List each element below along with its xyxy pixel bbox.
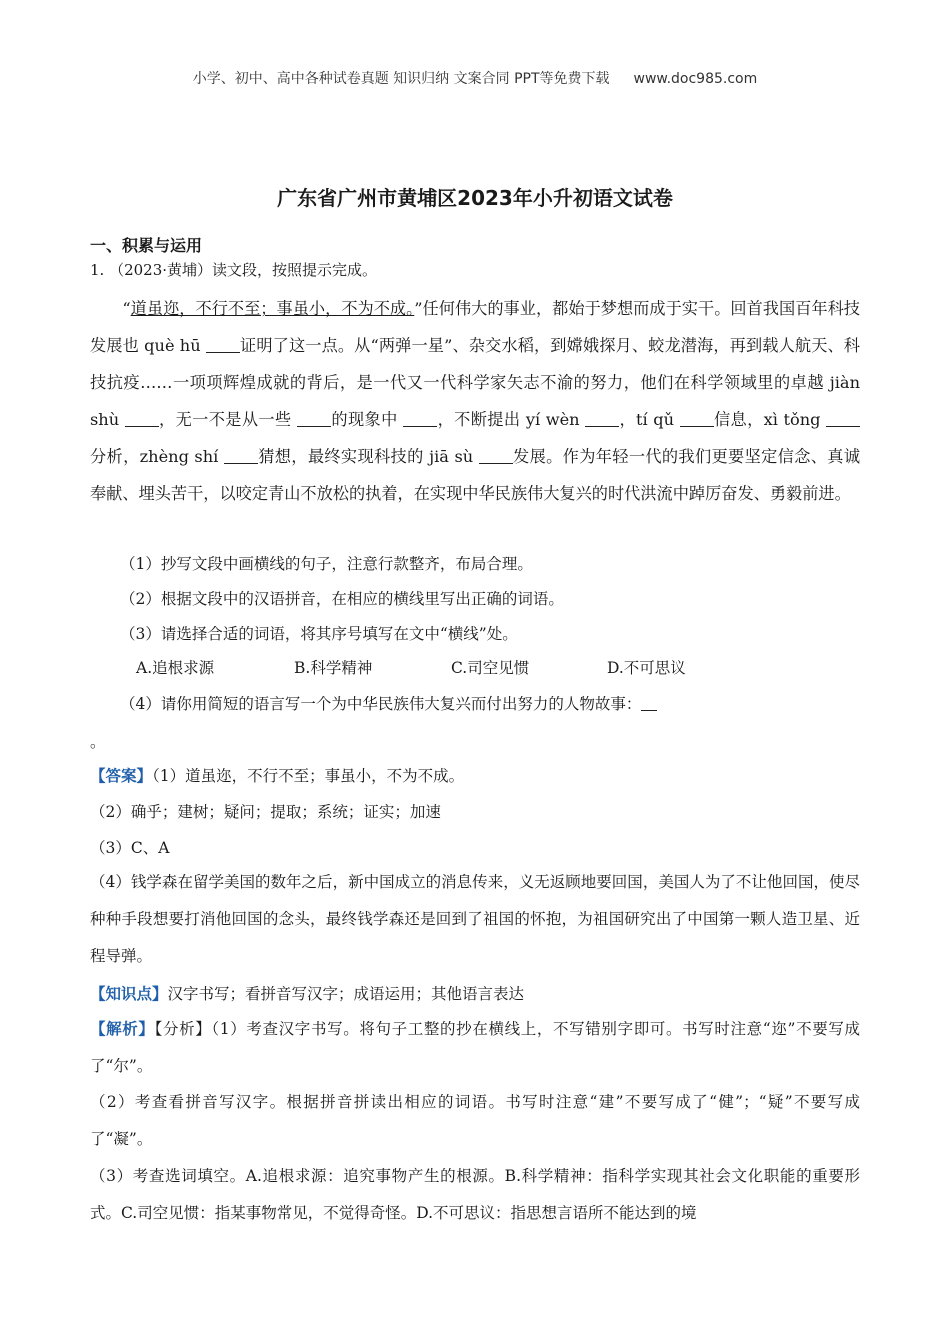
answer-blank[interactable] — [479, 447, 513, 464]
answer-blank[interactable] — [403, 410, 437, 427]
option-b: B.科学精神 — [294, 659, 373, 677]
passage-text-5: ，不断提出 yí wèn — [437, 410, 586, 429]
answer-blank[interactable] — [206, 336, 240, 353]
question-source: （2023·黄埔）读文段，按照提示完成。 — [109, 261, 378, 279]
answer-3: （3）C、A — [90, 839, 170, 857]
analysis-1 — [90, 1010, 860, 1085]
answer-blank[interactable] — [297, 410, 331, 427]
analysis-3: （3）考查选词填空。A.追根求源：追究事物产生的根源。B.科学精神：指科学实现其社会文化职能的重要形式。C.司空见惯：指某事物常见，不觉得奇怪。D.不可思议：指思想言语所不能达到的境 — [90, 1167, 860, 1222]
site-header-text: 小学、初中、高中各种试卷真题 知识归纳 文案合同 PPT等免费下载 — [192, 71, 610, 87]
answer-blank[interactable] — [680, 410, 714, 427]
passage-text-6: ，tí qǔ — [619, 410, 680, 429]
sub-question-3: （3）请选择合适的词语，将其序号填写在文中“横线”处。 — [120, 625, 518, 643]
answer-blank[interactable] — [224, 447, 258, 464]
option-d: D.不可思议 — [607, 659, 686, 677]
sub-question-4-text: （4）请你用简短的语言写一个为中华民族伟大复兴而付出努力的人物故事： — [120, 695, 642, 713]
option-a: A.追根求源 — [136, 659, 215, 677]
passage-text-4: 的现象中 — [331, 410, 404, 429]
answer-blank[interactable] — [641, 695, 657, 712]
passage-text-8: 分析，zhèng shí — [90, 447, 224, 466]
knowledge-text: 汉字书写；看拼音写汉字；成语运用；其他语言表达 — [167, 985, 525, 1003]
page-title: 广东省广州市黄埔区2023年小升初语文试卷 — [277, 186, 673, 210]
passage-text-7: 信息，xì tǒng — [713, 410, 827, 429]
knowledge-label: 【知识点】 — [90, 984, 168, 1003]
underlined-sentence: 道虽迩，不行不至；事虽小，不为不成。 — [130, 299, 415, 318]
passage-open-quote: “ — [122, 299, 131, 318]
passage-text-9: 猜想，最终实现科技的 jiā sù — [257, 447, 479, 466]
site-header — [0, 68, 950, 88]
sub-question-1: （1）抄写文段中画横线的句子，注意行款整齐，布局合理。 — [120, 555, 533, 573]
option-c: C.司空见惯 — [451, 659, 530, 677]
question-number: 1. — [90, 261, 105, 279]
sub-question-4-end: 。 — [90, 733, 106, 751]
analysis-label: 【解析】 — [90, 1019, 155, 1038]
answer-1: （1）道虽迩，不行不至；事虽小，不为不成。 — [152, 767, 465, 785]
answer-blank[interactable] — [585, 410, 619, 427]
question-header — [90, 259, 377, 280]
passage-text-1: ”任何伟大的事业，都始于梦想而成于实干。回首我国百年科技发展也 què hū — [90, 299, 860, 355]
reading-passage — [90, 290, 860, 512]
answer-line-1 — [90, 764, 464, 786]
option-list — [136, 656, 686, 678]
answer-2: （2）确乎；建树；疑问；提取；系统；证实；加速 — [90, 803, 441, 821]
answer-label: 【答案】 — [90, 766, 153, 785]
sub-question-2: （2）根据文段中的汉语拼音，在相应的横线里写出正确的词语。 — [120, 590, 564, 608]
analysis-2: （2）考查看拼音写汉字。根据拼音拼读出相应的词语。书写时注意“建”不要写成了“健”；“疑”不要写成了“凝”。 — [90, 1093, 860, 1148]
passage-text-3: ，无一不是从一些 — [158, 410, 298, 429]
analysis-text-1: 【分析】（1）考查汉字书写。将句子工整的抄在横线上，不写错别字即可。书写时注意“迩”不要写成了“尔”。 — [90, 1020, 860, 1075]
sub-question-4 — [120, 692, 657, 714]
passage-text-10: 发展。作为年轻一代的我们更要坚定信念、真诚奉献、埋头苦干，以咬定青山不放松的执着，在实现中华民族伟大复兴的时代洪流中踔厉奋发、勇毅前进。 — [90, 447, 861, 503]
answer-blank[interactable] — [826, 410, 860, 427]
answer-blank[interactable] — [125, 410, 159, 427]
site-url-link[interactable]: www.doc985.com — [633, 71, 758, 87]
section-heading: 一、积累与运用 — [90, 236, 203, 255]
answer-4: （4）钱学森在留学美国的数年之后，新中国成立的消息传来，义无返顾地要回国，美国人为了不让他回国，使尽种种手段想要打消他回国的念头，最终钱学森还是回到了祖国的怀抱，为祖国研究出了中国第一颗人造卫星、近程导弹。 — [90, 873, 860, 965]
passage-text-2: 证明了这一点。从“两弹一星”、杂交水稻，到嫦娥探月、蛟龙潜海，再到载人航天、科技抗疫……一项项辉煌成就的背后，是一代又一代科学家矢志不渝的努力，他们在科学领域里的卓越 jiàn shù — [90, 336, 860, 429]
knowledge-points — [90, 982, 524, 1004]
